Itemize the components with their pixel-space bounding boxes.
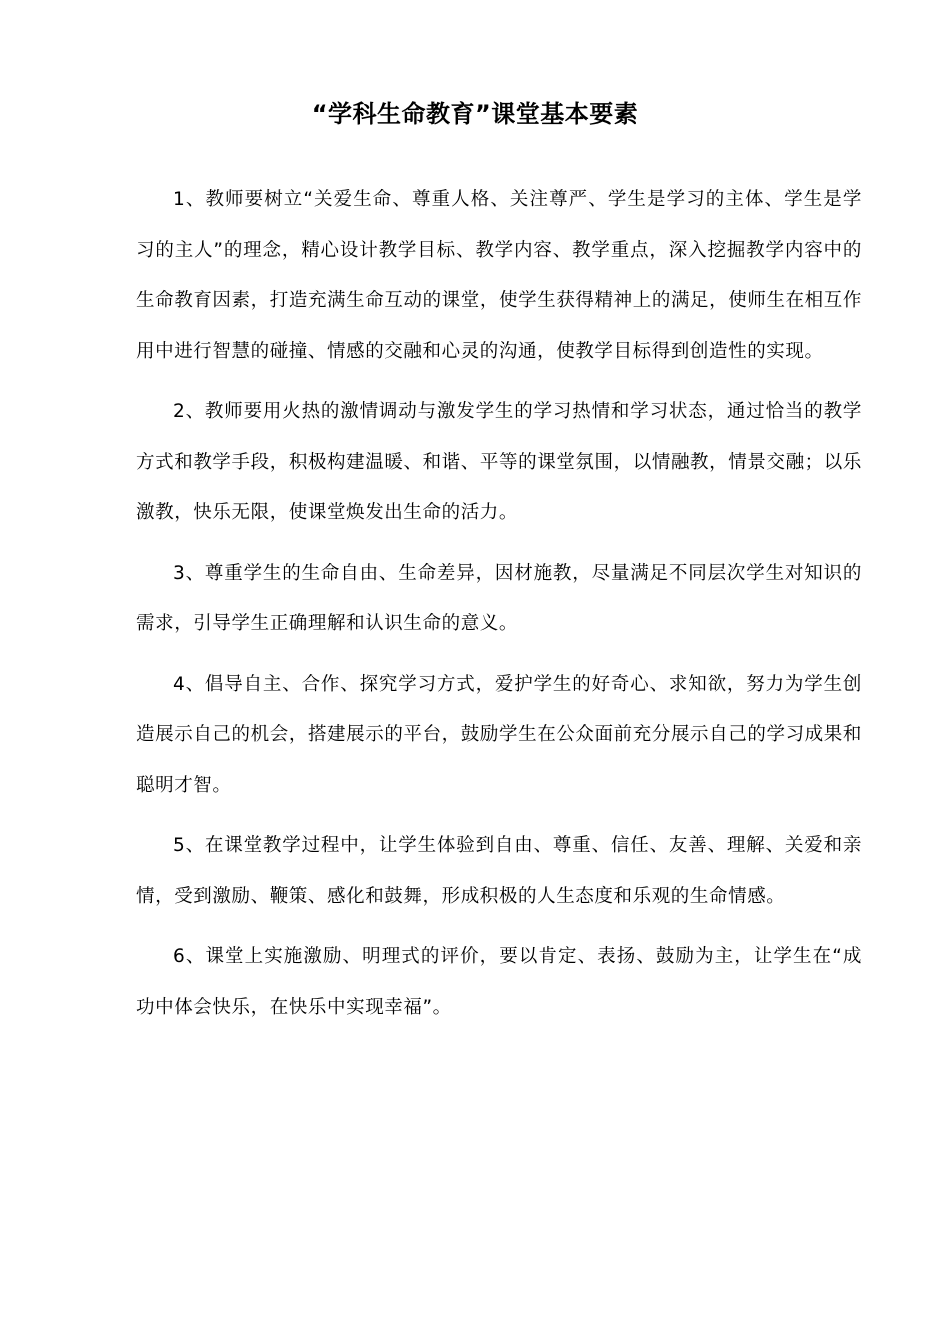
paragraph-6: 6、课堂上实施激励、明理式的评价，要以肯定、表扬、鼓励为主，让学生在“成功中体会快乐，在快乐中实现幸福”。 — [136, 946, 862, 1018]
document-title: “学科生命教育”课堂基本要素 — [311, 100, 639, 129]
paragraph-1: 1、教师要树立“关爱生命、尊重人格、关注尊严、学生是学习的主体、学生是学习的主人”的理念，精心设计教学目标、教学内容、教学重点，深入挖掘教学内容中的生命教育因素，打造充满生命互动的课堂，使学生获得精神上的满足，使师生在相互作用中进行智慧的碰撞、情感的交融和心灵的沟通，使教学目标得到创造性的实现。 — [136, 189, 862, 362]
paragraph-3: 3、尊重学生的生命自由、生命差异，因材施教，尽量满足不同层次学生对知识的需求，引导学生正确理解和认识生命的意义。 — [136, 562, 862, 634]
paragraph-5: 5、在课堂教学过程中，让学生体验到自由、尊重、信任、友善、理解、关爱和亲情，受到激励、鞭策、感化和鼓舞，形成积极的人生态度和乐观的生命情感。 — [136, 835, 862, 907]
paragraph-2: 2、教师要用火热的激情调动与激发学生的学习热情和学习状态，通过恰当的教学方式和教学手段，积极构建温暖、和谐、平等的课堂氛围，以情融教，情景交融；以乐激教，快乐无限，使课堂焕发出生命的活力。 — [136, 401, 862, 523]
paragraph-4: 4、倡导自主、合作、探究学习方式，爱护学生的好奇心、求知欲，努力为学生创造展示自己的机会，搭建展示的平台，鼓励学生在公众面前充分展示自己的学习成果和聪明才智。 — [136, 673, 862, 796]
document-body — [136, 175, 862, 1043]
